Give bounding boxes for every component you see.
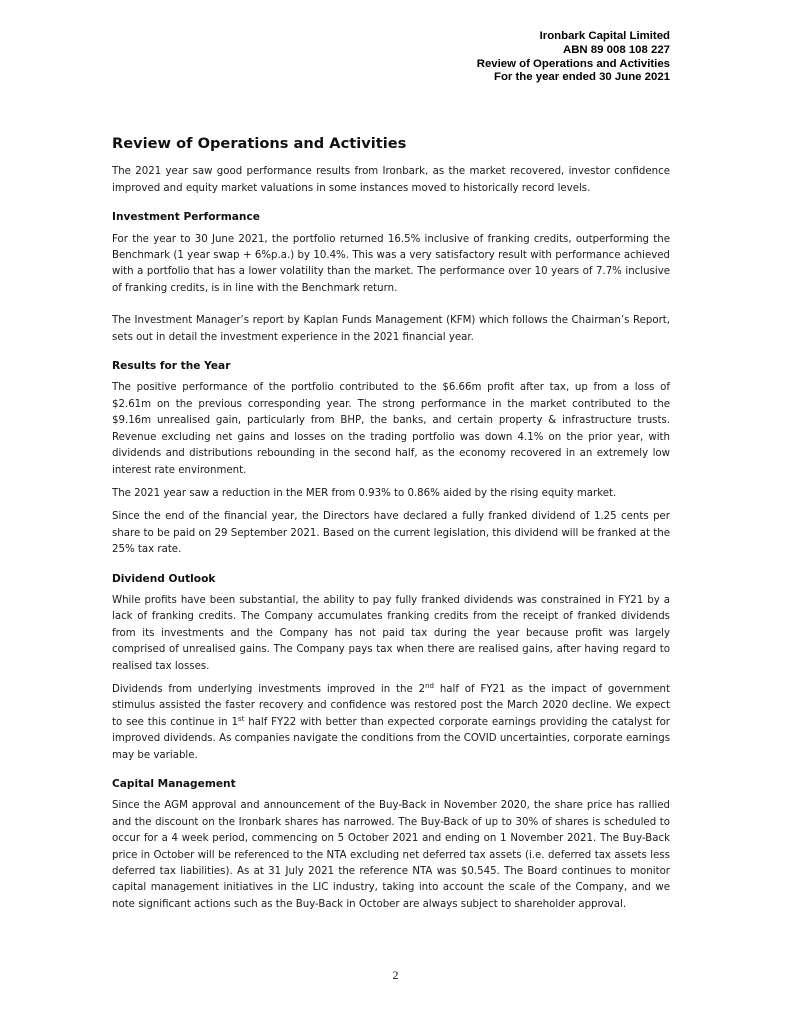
ordinal-nd: nd (425, 681, 434, 690)
results-paragraph-2: The 2021 year saw a reduction in the MER from 0.93% to 0.86% aided by the rising equity market. (112, 487, 617, 499)
dividend-outlook-paragraph-1: While profits have been substantial, the ability to pay fully franked dividends was constrained in FY21 by a lack of franking credits. The Company accumulates franking credits from the receipt of franked dividends from its investments and the Company has not paid tax during the year because profit was largely comprised of unrealised gains. The Company pays tax when there are realised gains, after having regard to realised tax losses. (112, 594, 670, 672)
ordinal-st: st (237, 714, 245, 723)
dividend-outlook-heading: Dividend Outlook (112, 572, 216, 585)
page-number: 2 (392, 968, 399, 982)
results-heading: Results for the Year (112, 360, 231, 373)
intro-paragraph: The 2021 year saw good performance results from Ironbark, as the market recovered, investor confidence improved and equity market valuations in some instances moved to historically record levels. (112, 166, 670, 194)
dividend-text-b: half of FY21 as the impact of government stimulus assisted the faster recovery and confidence was restored post the March 2020 decline. We expect to see this continue in 1 (112, 683, 670, 728)
report-name: Review of Operations and Activities (476, 57, 670, 70)
document-body (112, 136, 670, 920)
investment-performance-heading: Investment Performance (112, 211, 260, 224)
company-abn: ABN 89 008 108 227 (562, 43, 670, 56)
report-period: For the year ended 30 June 2021 (494, 71, 670, 84)
results-paragraph-1: The positive performance of the portfolio contributed to the $6.66m profit after tax, up from a loss of $2.61m on the previous corresponding year. The strong performance in the market contributed to the $9.16m unrealised gain, particularly from BHP, the banks, and certain property & infrastructure trusts. Revenue excluding net gains and losses on the trading portfolio was down 4.1% on the prior year, with dividends and distributions rebounding in the second half, as the economy recovered in an extremely low interest rate environment. (112, 382, 670, 476)
dividend-text-a: Dividends from underlying investments improved in the 2 (112, 683, 426, 695)
results-paragraph-3: Since the end of the financial year, the Directors have declared a fully franked dividend of 1.25 cents per share to be paid on 29 September 2021. Based on the current legislation, this dividend will be franked at the 25% tax rate. (112, 511, 670, 556)
company-name: Ironbark Capital Limited (539, 30, 670, 42)
dividend-text-c: half FY22 with better than expected corporate earnings providing the catalyst for improved dividends. As companies navigate the conditions from the COVID uncertainties, corporate earnings may be variable. (112, 716, 670, 761)
capital-management-heading: Capital Management (112, 778, 236, 790)
dividend-outlook-paragraph-2 (112, 682, 670, 764)
investment-performance-paragraph-1: For the year to 30 June 2021, the portfolio returned 16.5% inclusive of franking credits, outperforming the Benchmark (1 year swap + 6%p.a.) by 10.4%. This was a very satisfactory result with performance achieved with a portfolio that has a lower volatility than the market. The performance over 10 years of 7.7% inclusive of franking credits, is in line with the Benchmark return. (112, 233, 670, 294)
document-header (477, 30, 670, 85)
page-title: Review of Operations and Activities (112, 135, 407, 152)
capital-management-paragraph-1: Since the AGM approval and announcement of the Buy-Back in November 2020, the share price has rallied and the discount on the Ironbark shares has narrowed. The Buy-Back of up to 30% of shares is scheduled to occur for a 4 week period, commencing on 5 October 2021 and ending on 1 November 2021. The Buy-Back price in October will be referenced to the NTA excluding net deferred tax assets (i.e. deferred tax assets less deferred tax liabilities). As at 31 July 2021 the reference NTA was $0.545. The Board continues to monitor capital management initiatives in the LIC industry, taking into account the scale of the Company, and we note significant actions such as the Buy-Back in October are always subject to shareholder approval. (112, 800, 670, 910)
investment-performance-paragraph-2: The Investment Manager’s report by Kaplan Funds Management (KFM) which follows the Chairman’s Report, sets out in detail the investment experience in the 2021 financial year. (112, 315, 670, 343)
